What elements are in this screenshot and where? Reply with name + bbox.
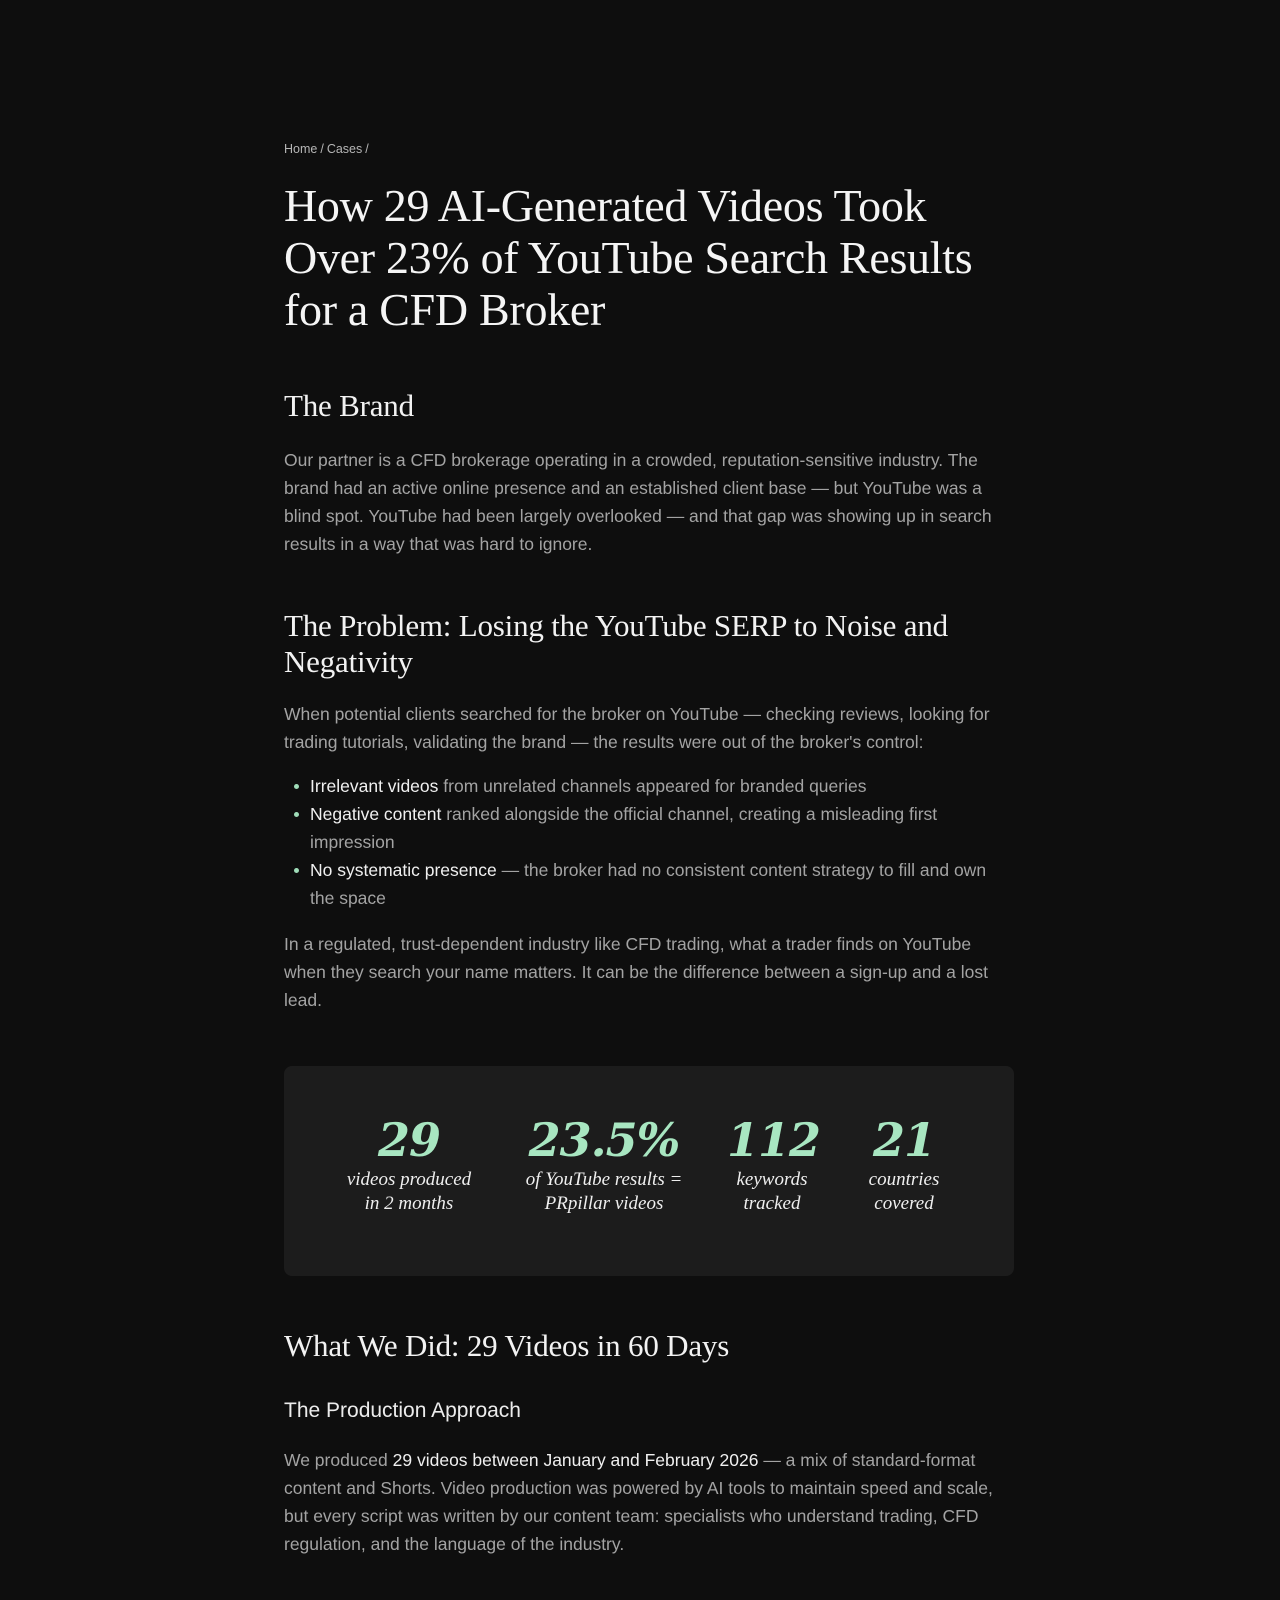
bullet-text: from unrelated channels appeared for branded queries — [438, 776, 867, 796]
what-we-did-section — [284, 1328, 1014, 1558]
page-title: How 29 AI-Generated Videos Took Over 23% of YouTube Search Results for a CFD Broker — [284, 180, 973, 335]
stats-panel — [284, 1066, 1014, 1276]
list-item — [284, 772, 1014, 800]
production-approach-heading: The Production Approach — [284, 1399, 521, 1422]
problem-heading: The Problem: Losing the YouTube SERP to Noise and Negativity — [284, 608, 948, 679]
stat-label: keywords tracked — [736, 1169, 808, 1214]
bullet-dot-icon — [294, 784, 299, 789]
stat-value: 21 — [872, 1113, 935, 1167]
list-item — [284, 856, 1014, 912]
breadcrumb-cases-link[interactable]: Cases — [326, 142, 363, 156]
stat-label: countries covered — [868, 1169, 940, 1214]
brand-section — [284, 388, 1014, 558]
brand-body: Our partner is a CFD brokerage operating in a crowded, reputation-sensitive industry. The brand had an active online presence and an established client base — but YouTube was a blind spot. YouTube had been largely overlooked — and that gap was showing up in search results in a way that was hard to ignore. — [284, 450, 992, 554]
production-body: We produced 29 videos between January and February 2026 — a mix of standard-format content and Shorts. Video production was powered by AI tools to maintain speed and scale, but every script was written by our content team: specialists who understand trading, CFD regulation, and the language of the industry. — [284, 1450, 993, 1554]
bullet-text: — the broker had no consistent content strategy to fill and own the space — [310, 860, 987, 908]
article — [284, 0, 1014, 1558]
bullet-dot-icon — [294, 812, 299, 817]
stat-countries — [859, 1114, 949, 1216]
stat-keywords — [727, 1113, 821, 1216]
what-we-did-heading: What We Did: 29 Videos in 60 Days — [284, 1328, 730, 1363]
breadcrumb — [284, 142, 1014, 158]
bullet-strong: Irrelevant videos — [310, 776, 439, 796]
breadcrumb-separator: / — [365, 142, 369, 156]
problem-intro: When potential clients searched for the broker on YouTube — checking reviews, looking for trading tutorials, validating the brand — the results were out of the broker's control: — [284, 704, 990, 752]
stat-results-share — [519, 1114, 689, 1216]
breadcrumb-separator: / — [320, 142, 324, 156]
brand-heading: The Brand — [284, 388, 414, 423]
problem-section — [284, 608, 1014, 1014]
stat-value: 112 — [727, 1113, 821, 1167]
stat-value: 23.5% — [528, 1113, 680, 1167]
stat-label: of YouTube results = PRpillar videos — [525, 1169, 683, 1214]
problem-outro: In a regulated, trust-dependent industry like CFD trading, what a trader finds on YouTube when they search your name matters. It can be the difference between a sign-up and a lost lead. — [284, 934, 988, 1010]
bullet-text: ranked alongside the official channel, creating a misleading first impression — [310, 804, 938, 852]
breadcrumb-home-link[interactable]: Home — [284, 142, 318, 156]
stat-label: videos produced in 2 months — [346, 1169, 472, 1214]
bullet-strong: Negative content — [310, 804, 442, 824]
stat-value: 29 — [377, 1113, 440, 1167]
list-item — [284, 800, 1014, 856]
bullet-dot-icon — [294, 868, 299, 873]
stat-videos — [344, 1114, 474, 1216]
bullet-strong: No systematic presence — [310, 860, 497, 880]
problem-list — [284, 772, 1014, 912]
